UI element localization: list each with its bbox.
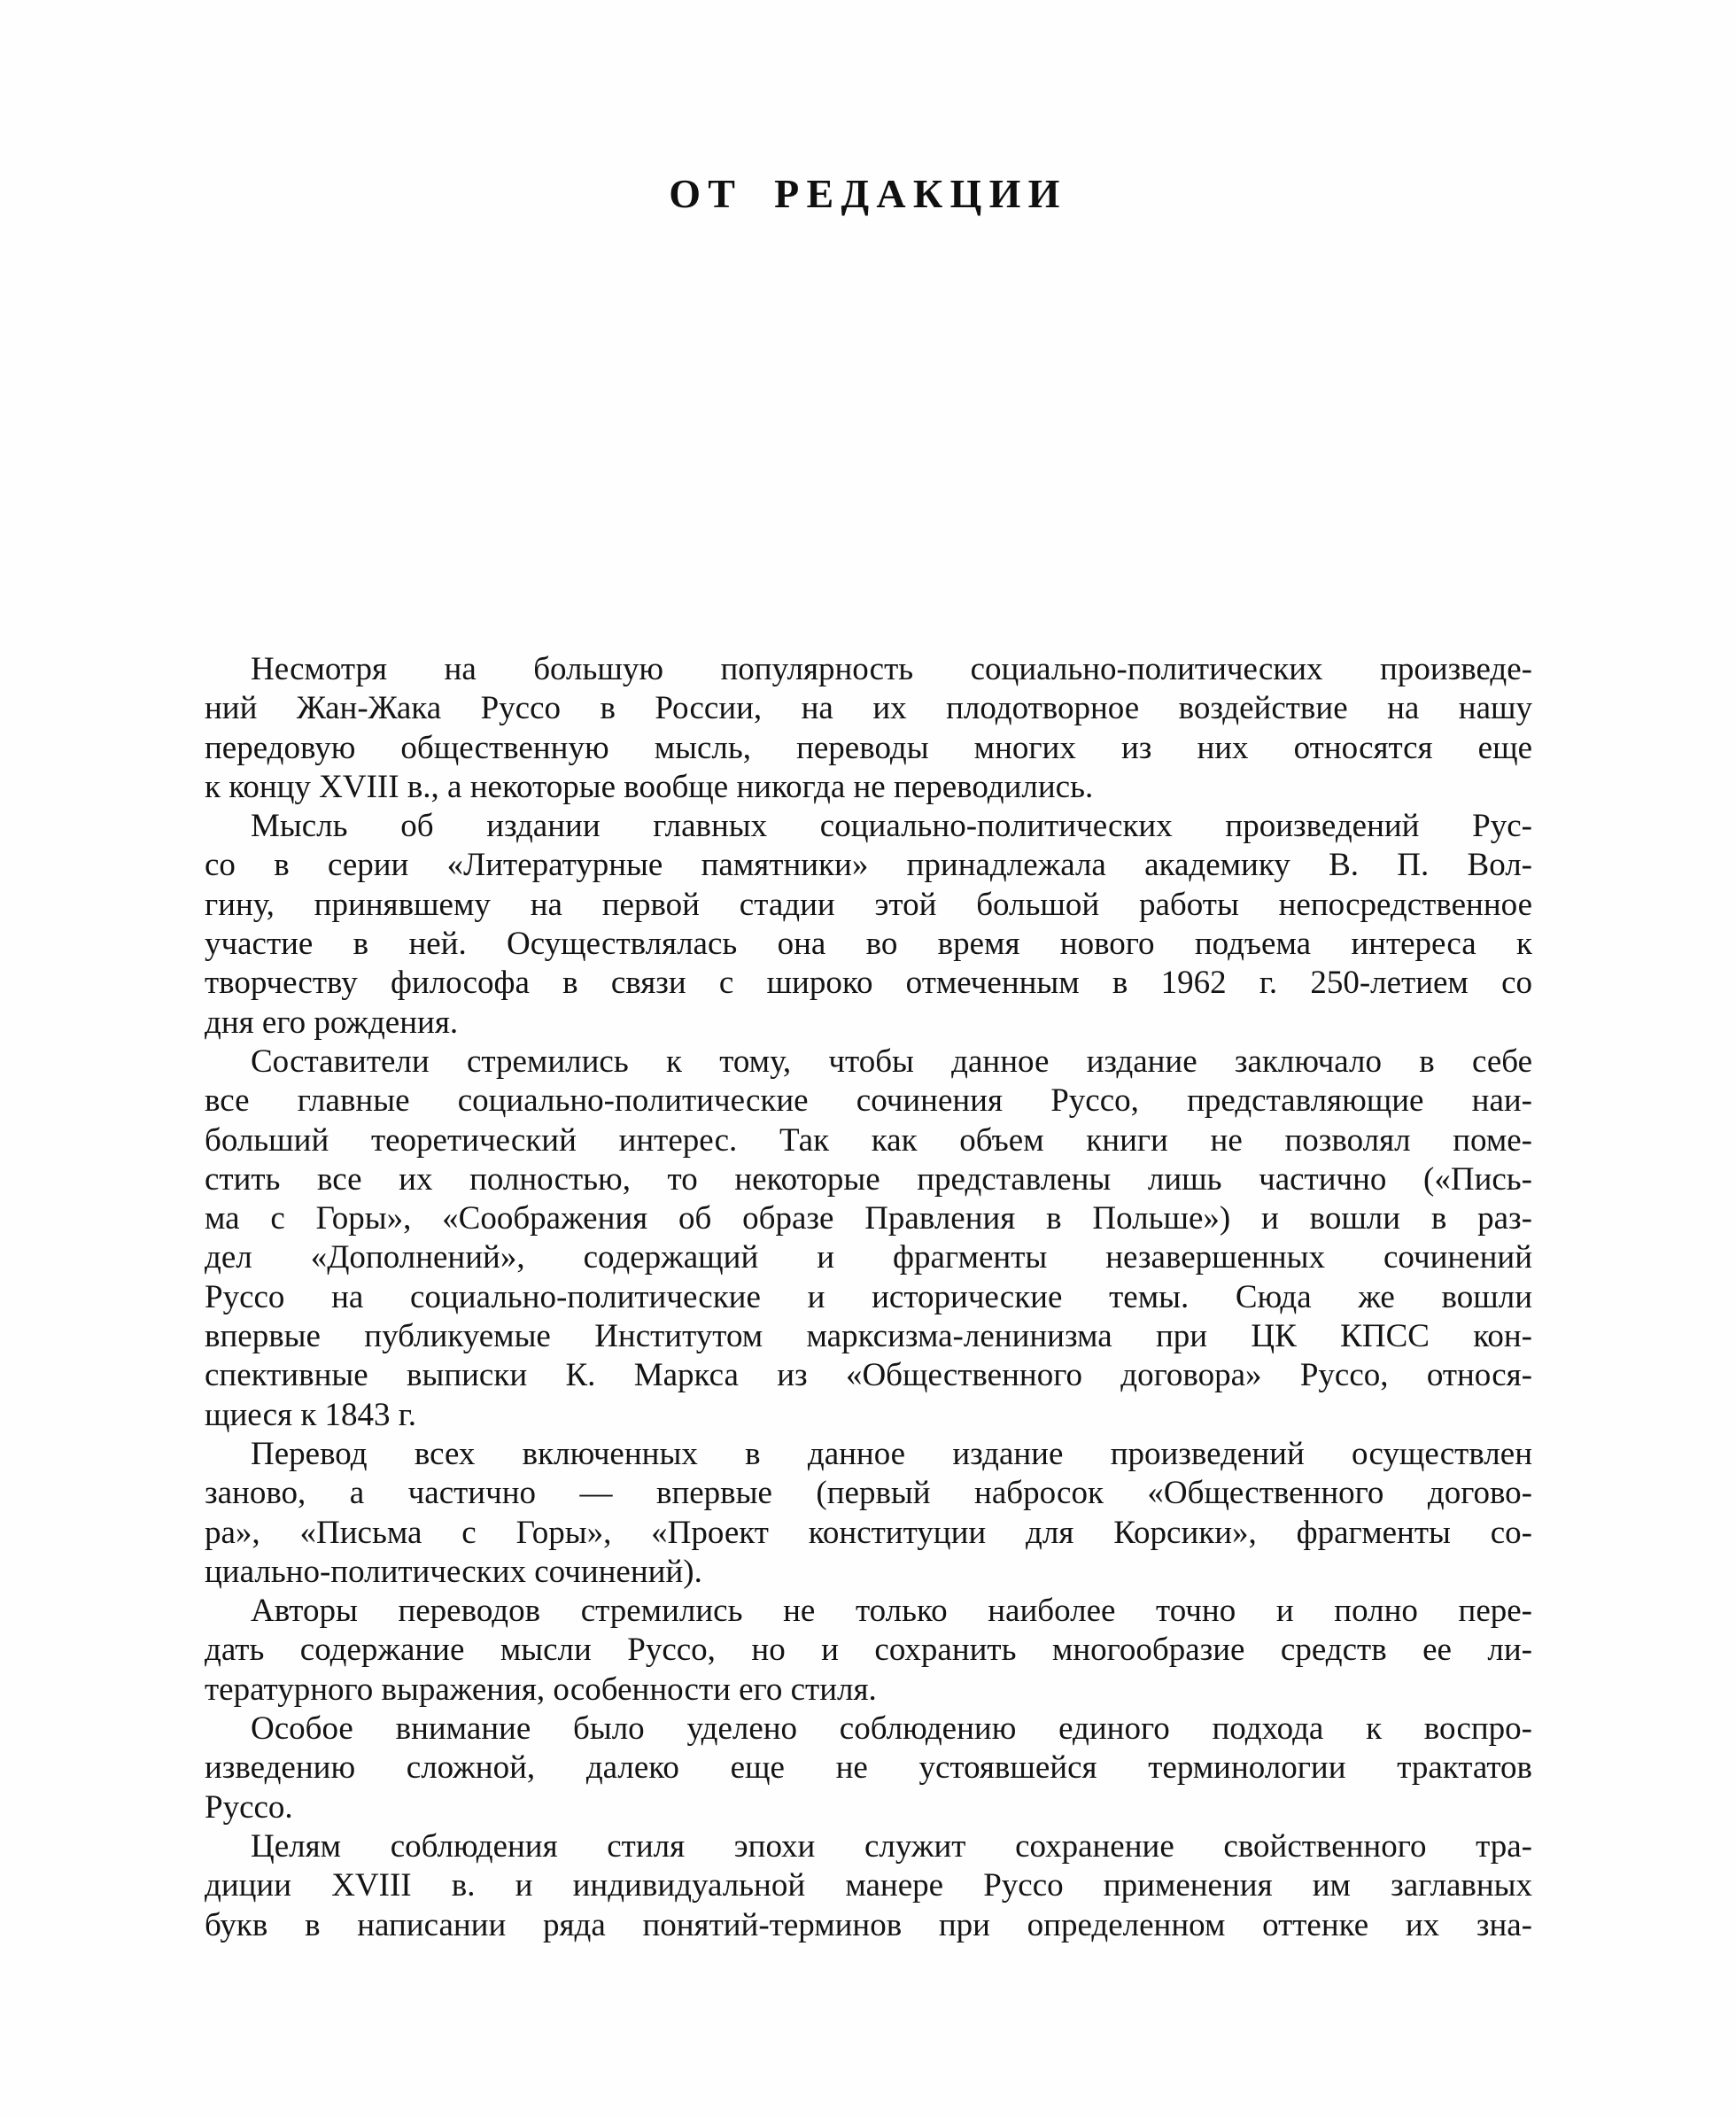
text-line: заново, а частично — впервые (первый набросок «Общественного догово- <box>205 1475 1532 1512</box>
text-line: Целям соблюдения стиля эпохи служит сохранение свойственного тра- <box>251 1827 1532 1865</box>
text-line: ний Жан-Жака Руссо в России, на их плодотворное воздействие на нашу <box>205 690 1532 727</box>
text-line: дня его рождения. <box>205 1004 459 1041</box>
text-line: дел «Дополнений», содержащий и фрагменты незавершенных сочинений <box>205 1239 1532 1276</box>
text-line: спективные выписки К. Маркса из «Общественного договора» Руссо, относя- <box>205 1357 1532 1394</box>
text-line: со в серии «Литературные памятники» принадлежала академику В. П. Вол- <box>205 847 1532 884</box>
text-line: все главные социально-политические сочинения Руссо, представляющие наи- <box>205 1082 1532 1120</box>
text-line: Составители стремились к тому, чтобы данное издание заключало в себе <box>251 1043 1532 1080</box>
text-line: Перевод всех включенных в данное издание произведений осуществлен <box>251 1435 1532 1472</box>
text-line: Руссо на социально-политические и исторические темы. Сюда же вошли <box>205 1278 1532 1315</box>
text-line: дать содержание мысли Руссо, но и сохранить многообразие средств ее ли- <box>205 1632 1532 1669</box>
text-line: Руссо. <box>205 1788 293 1826</box>
text-line: стить все их полностью, то некоторые представлены лишь частично («Пись- <box>205 1160 1532 1198</box>
text-line: ра», «Письма с Горы», «Проект конституции для Корсики», фрагменты со- <box>205 1514 1532 1551</box>
text-line: изведению сложной, далеко еще не устоявшейся терминологии трактатов <box>205 1749 1532 1787</box>
text-line: больший теоретический интерес. Так как объем книги не позволял поме- <box>205 1121 1532 1159</box>
text-line: гину, принявшему на первой стадии этой большой работы непосредственное <box>205 886 1532 923</box>
text-line: тературного выражения, особенности его стиля. <box>205 1671 877 1708</box>
text-line: к концу XVIII в., а некоторые вообще никогда не переводились. <box>205 768 1094 805</box>
text-line: участие в ней. Осуществлялась она во время нового подъема интереса к <box>205 926 1532 963</box>
text-line: впервые публикуемые Институтом марксизма-ленинизма при ЦК КПСС кон- <box>205 1318 1532 1355</box>
text-line: диции XVIII в. и индивидуальной манере Руссо применения им заглавных <box>205 1867 1532 1904</box>
text-line: циально-политических сочинений). <box>205 1553 702 1590</box>
text-line: передовую общественную мысль, переводы многих из них относятся еще <box>205 729 1532 766</box>
text-line: Особое внимание было уделено соблюдению единого подхода к воспро- <box>251 1710 1532 1748</box>
text-line: букв в написании ряда понятий-терминов при определенном оттенке их зна- <box>205 1906 1532 1943</box>
page-title: ОТ РЕДАКЦИИ <box>669 171 1067 216</box>
body-text <box>205 650 1532 1945</box>
text-line: творчеству философа в связи с широко отмеченным в 1962 г. 250-летием со <box>205 965 1532 1002</box>
text-line: Авторы переводов стремились не только наиболее точно и полно пере- <box>251 1593 1532 1630</box>
text-line: ма с Горы», «Соображения об образе Правления в Польше») и вошли в раз- <box>205 1200 1532 1237</box>
text-line: щиеся к 1843 г. <box>205 1396 417 1433</box>
text-line: Мысль об издании главных социально-политических произведений Рус- <box>251 808 1532 845</box>
text-line: Несмотря на большую популярность социально-политических произведе- <box>251 651 1532 687</box>
